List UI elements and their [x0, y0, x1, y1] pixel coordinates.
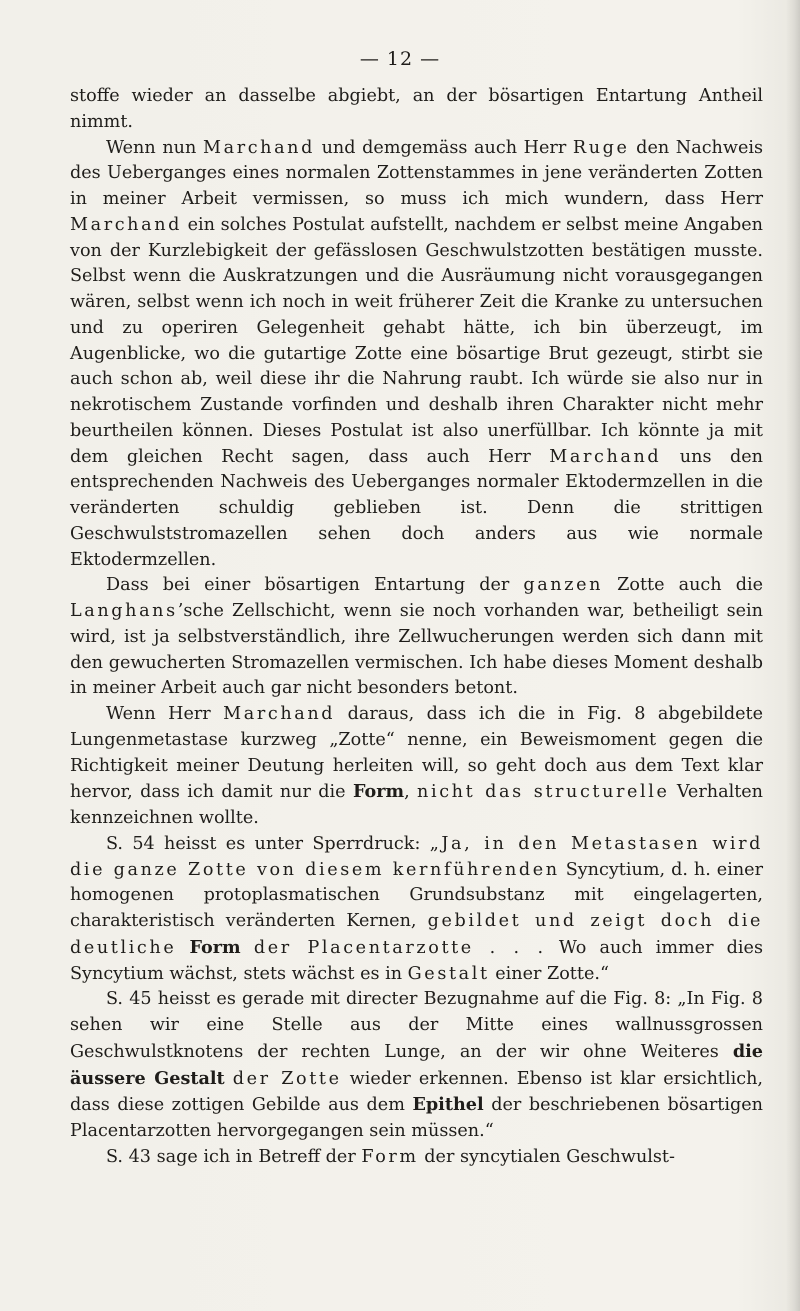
paragraph	[70, 84, 763, 136]
bold-emphasis: Epithel	[412, 1094, 484, 1116]
spaced-emphasis: Gestalt	[407, 963, 490, 984]
paragraph	[70, 702, 763, 832]
spaced-emphasis: der Zotte	[232, 1068, 342, 1089]
text-run: Wo auch immer dies Syncytium wächst, stets wächst es in	[70, 937, 763, 984]
spaced-emphasis: Form	[361, 1146, 419, 1167]
paragraph	[70, 1145, 763, 1171]
text-run: Dass bei einer bösartigen Entartung der	[106, 575, 524, 596]
body-text	[70, 84, 763, 1171]
page-edge-shadow	[786, 0, 800, 1311]
spaced-emphasis: Langhans	[70, 601, 178, 621]
text-run: ,	[404, 782, 418, 803]
text-run: Wenn Herr	[106, 704, 224, 724]
text-run: S. 45 heisst es gerade mit directer Bezugnahme auf die Fig. 8: „In Fig. 8 sehen wir eine Stelle aus der Mitte eines wallnussgrossen Geschwulstknotens der rechten Lunge, an der wir ohne Weiteres	[70, 989, 763, 1062]
paragraph	[70, 832, 763, 988]
paragraph	[70, 136, 763, 574]
paragraph	[70, 573, 763, 702]
text-run	[176, 938, 189, 958]
spaced-emphasis: gebildet und zeigt doch die deutliche	[70, 911, 763, 958]
spaced-emphasis: der Placentarzotte . . .	[253, 937, 546, 958]
spaced-emphasis: „Ja, in den Metastasen wird die ganze Zotte von diesem kernführenden	[70, 833, 763, 880]
text-run	[225, 1069, 233, 1089]
text-run: der beschriebenen bösartigen Placentarzotten hervorgegangen sein müssen.“	[70, 1095, 764, 1141]
bold-emphasis: Form	[189, 936, 241, 958]
text-run: S. 43 sage ich in Betreff der	[106, 1146, 362, 1167]
paragraph	[70, 987, 763, 1145]
text-run: uns den entsprechenden Nachweis des Ueberganges normaler Ektodermzellen in die veränderten schuldig geblieben ist. Denn die strittigen Geschwulststromazellen sehen doch anders aus wie normale Ektodermzellen.	[70, 446, 764, 570]
bold-emphasis: Form	[352, 781, 405, 803]
bold-emphasis: die äussere Gestalt	[70, 1040, 763, 1089]
text-run: einer Zotte.“	[489, 963, 609, 984]
spaced-emphasis: Marchand	[70, 214, 182, 235]
page-number: — 12 —	[359, 48, 441, 70]
text-run: wieder erkennen. Ebenso ist klar ersichtlich, dass diese zottigen Gebilde aus dem	[70, 1068, 764, 1116]
text-run: ’sche Zellschicht, wenn sie noch vorhanden war, betheiligt sein wird, ist ja selbstverständlich, ihre Zellwucherungen werden sich dann mit den gewucherten Stromazellen vermischen. Ich habe dieses Moment deshalb in meiner Arbeit auch gar nicht besonders betont.	[70, 601, 763, 699]
text-run: den Nachweis des Ueberganges eines normalen Zottenstammes in jene veränderten Zotten in meiner Arbeit vermissen, so muss ich mich wundern, dass Herr	[70, 137, 764, 209]
text-run: Verhalten kennzeichnen wollte.	[70, 782, 764, 828]
spaced-emphasis: Marchand	[202, 137, 315, 158]
spaced-emphasis: Marchand	[223, 704, 336, 724]
text-run: und demgemäss auch Herr	[314, 137, 573, 158]
text-run: Wenn nun	[106, 137, 203, 158]
text-run: stoffe wieder an dasselbe abgiebt, an der bösartigen Entartung Antheil nimmt.	[70, 86, 763, 132]
text-run: der syncytialen Geschwulst-	[418, 1146, 675, 1167]
text-run: Zotte auch die	[603, 575, 763, 596]
text-run: daraus, dass ich die in Fig. 8 abgebildete Lungenmetastase kurzweg „Zotte“ nenne, ein Beweismoment gegen die Richtigkeit meiner Deutung herleiten will, so geht doch aus dem Text klar hervor, dass ich damit nur die	[70, 704, 763, 803]
spaced-emphasis: Ruge	[572, 137, 630, 158]
text-run: Syncytium, d. h. einer homogenen protoplasmatischen Grundsubstanz mit eingelagerten, charakteristisch veränderten Kernen,	[70, 859, 763, 931]
text-run	[241, 938, 254, 958]
spaced-emphasis: Marchand	[549, 446, 662, 467]
spaced-emphasis: ganzen	[523, 575, 604, 596]
text-run: S. 54 heisst es unter Sperrdruck:	[106, 833, 430, 854]
text-run: ein solches Postulat aufstellt, nachdem er selbst meine Angaben von der Kurzlebigkeit der gefässlosen Geschwulstzotten bestätigen musste. Selbst wenn die Auskratzungen und die Ausräumung nicht vorausgegangen wären, selbst wenn ich noch in weit früherer Zeit die Kranke zu untersuchen und zu operiren Gelegenheit gehabt hätte, ich bin überzeugt, im Augenblicke, wo die gutartige Zotte eine bösartige Brut gezeugt, stirbt sie auch schon ab, weil diese ihr die Nahrung raubt. Ich würde sie also nur in nekrotischem Zustande vorfinden und deshalb ihren Charakter nicht mehr beurtheilen können. Dieses Postulat ist also unerfüllbar. Ich könnte ja mit dem gleichen Recht sagen, dass auch Herr	[70, 214, 763, 467]
spaced-emphasis: nicht das structurelle	[417, 782, 670, 803]
